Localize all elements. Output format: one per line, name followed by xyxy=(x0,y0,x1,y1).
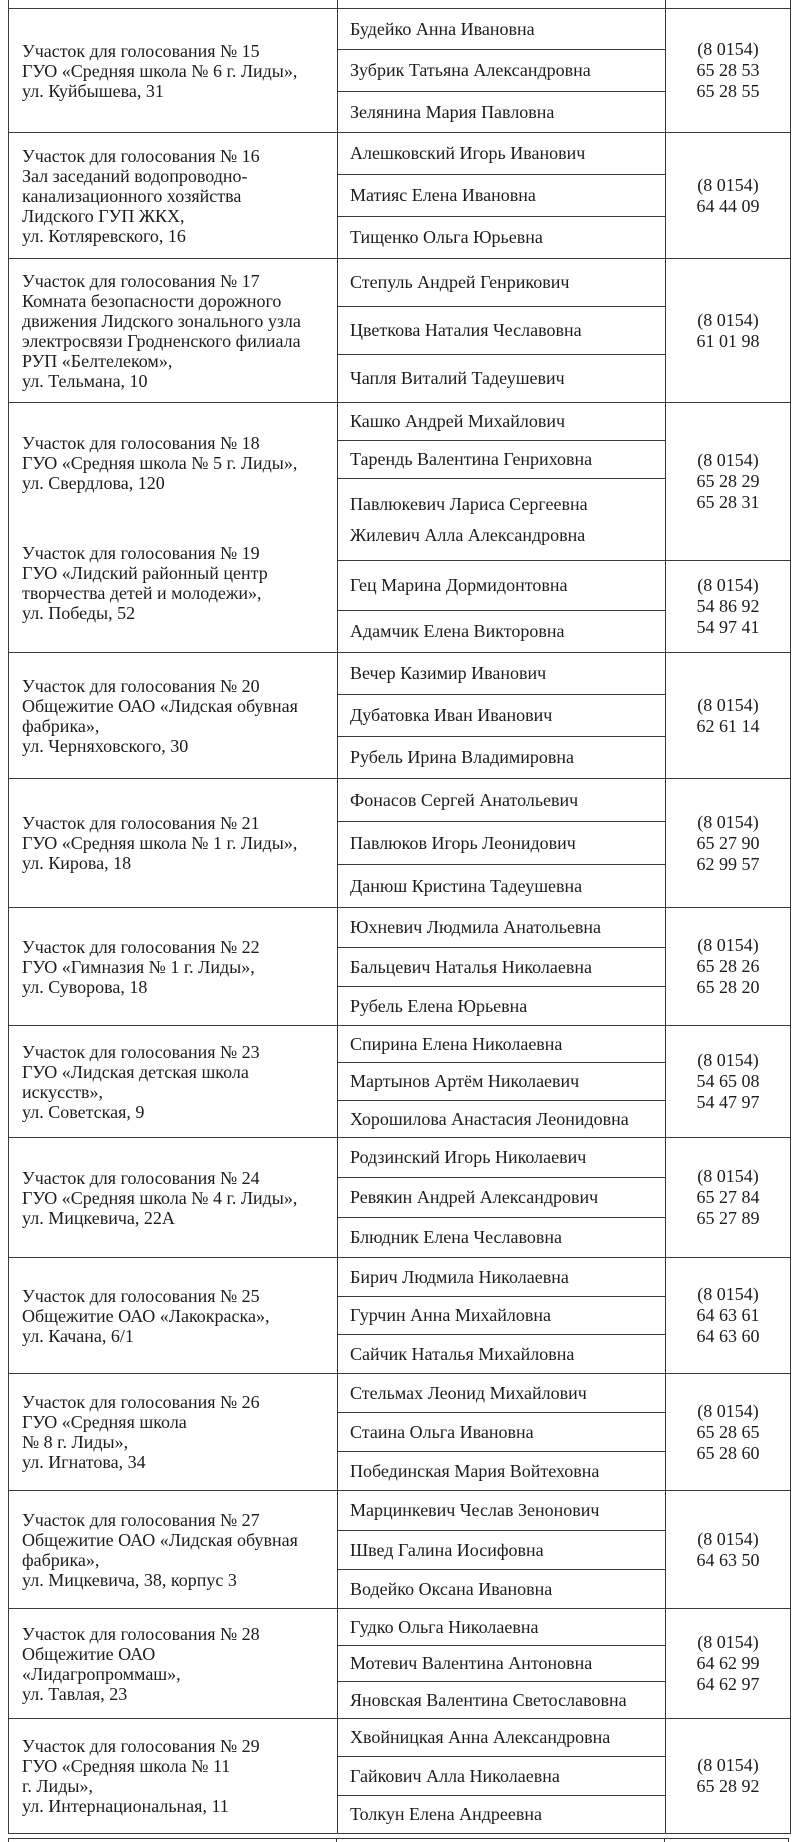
member-cell xyxy=(338,1452,666,1491)
station-block xyxy=(22,433,333,493)
phone-line: 65 28 20 xyxy=(696,977,760,997)
member-name: Родзинский Игорь Николаевич xyxy=(350,1147,587,1167)
station-line: РУП «Белтелеком», xyxy=(22,350,173,371)
phone-line: 64 63 60 xyxy=(696,1326,760,1346)
member-name: Мотевич Валентина Антоновна xyxy=(350,1653,593,1673)
member-name: Вечер Казимир Иванович xyxy=(350,663,547,683)
station-line: ГУО «Лидская детская школа xyxy=(22,1061,249,1082)
phone-cell xyxy=(666,133,791,259)
member-cell xyxy=(338,1796,666,1834)
station-cell xyxy=(9,908,338,1026)
polling-stations-table xyxy=(8,0,791,1834)
station-line: ГУО «Лидский районный центр xyxy=(22,562,268,583)
member-name: Зубрик Татьяна Александровна xyxy=(350,60,591,80)
member-cell xyxy=(338,1178,666,1218)
phone-cell xyxy=(666,1138,791,1258)
station-line: № 8 г. Лиды», xyxy=(22,1432,129,1452)
member-cell xyxy=(338,822,666,865)
member-name: Блюдник Елена Чеславовна xyxy=(350,1227,562,1247)
member-name: Цветкова Наталия Чеславовна xyxy=(350,320,582,340)
member-name: Гайкович Алла Николаевна xyxy=(350,1765,560,1786)
station-cell xyxy=(9,1374,338,1491)
station-line: ул. Игнатова, 34 xyxy=(22,1452,146,1472)
member-cell xyxy=(338,403,666,441)
member-name: Зелянина Мария Павловна xyxy=(350,101,555,122)
phone-line: 65 28 31 xyxy=(696,492,760,512)
phone-line: (8 0154) xyxy=(697,575,759,595)
member-cell xyxy=(338,1218,666,1258)
member-cell xyxy=(338,1138,666,1178)
station-line: ул. Куйбышева, 31 xyxy=(22,80,164,101)
table-row-cutoff-bottom xyxy=(8,1838,789,1842)
station-line: Общежитие ОАО «Лакокраска», xyxy=(22,1305,270,1326)
phone-cell xyxy=(666,653,791,779)
member-cell xyxy=(338,1757,666,1796)
station-cell xyxy=(9,1138,338,1258)
phone-line: 65 27 89 xyxy=(696,1208,760,1228)
member-cell xyxy=(338,1297,666,1335)
phone-cell xyxy=(666,403,791,561)
station-line: ул. Черняховского, 30 xyxy=(22,735,189,756)
phone-line: 54 47 97 xyxy=(696,1092,760,1112)
member-cell xyxy=(338,1063,666,1101)
member-cell xyxy=(338,1374,666,1413)
station-cell xyxy=(9,1609,338,1719)
member-name: Данюш Кристина Тадеушевна xyxy=(350,875,583,896)
member-cell xyxy=(338,987,666,1026)
member-cell xyxy=(338,948,666,987)
station-line: Участок для голосования № 17 xyxy=(22,270,260,291)
member-name: Рубель Елена Юрьевна xyxy=(350,995,528,1016)
station-line: ул. Тавлая, 23 xyxy=(22,1683,128,1704)
member-cell xyxy=(338,865,666,908)
member-names-wrap xyxy=(350,481,665,559)
member-name: Алешковский Игорь Иванович xyxy=(350,143,586,163)
member-cell xyxy=(338,1026,666,1063)
member-name: Чапля Виталий Тадеушевич xyxy=(350,368,565,388)
member-name: Хорошилова Анастасия Леонидовна xyxy=(350,1108,629,1129)
member-name: Рубель Ирина Владимировна xyxy=(350,747,575,767)
phone-line: (8 0154) xyxy=(697,1050,759,1070)
member-name: Дубатовка Иван Иванович xyxy=(350,705,553,725)
phone-line: 65 28 92 xyxy=(696,1776,760,1796)
member-cell xyxy=(338,355,666,403)
phone-line: 54 86 92 xyxy=(696,596,760,616)
member-name: Павлюкевич Лариса Сергеевна xyxy=(350,493,588,514)
phone-line: (8 0154) xyxy=(697,1166,759,1186)
member-name: Адамчик Елена Викторовна xyxy=(350,621,565,641)
phone-line: (8 0154) xyxy=(697,694,759,715)
member-cell xyxy=(338,133,666,175)
member-name: Бирич Людмила Николаевна xyxy=(350,1266,569,1287)
phone-line: 65 28 29 xyxy=(696,471,760,491)
phone-cell xyxy=(666,9,791,133)
member-name: Тищенко Ольга Юрьевна xyxy=(350,227,543,247)
member-cell xyxy=(338,175,666,217)
phone-line: (8 0154) xyxy=(697,174,759,195)
station-line: ГУО «Средняя школа № 4 г. Лиды», xyxy=(22,1187,298,1208)
member-cell xyxy=(338,611,666,653)
phone-line: 64 44 09 xyxy=(696,195,760,216)
station-cell xyxy=(9,403,338,653)
station-line: движения Лидского зонального узла xyxy=(22,310,301,331)
member-cell xyxy=(338,561,666,611)
table-row xyxy=(9,1138,791,1178)
phone-cell xyxy=(666,0,791,9)
member-cell xyxy=(338,1682,666,1719)
member-cell xyxy=(338,779,666,822)
station-line: ул. Победы, 52 xyxy=(22,602,136,623)
member-cell xyxy=(338,441,666,479)
station-line: Участок для голосования № 16 xyxy=(22,145,260,166)
member-name: Бальцевич Наталья Николаевна xyxy=(350,956,593,977)
station-blocks-wrap xyxy=(22,408,333,648)
phone-line: (8 0154) xyxy=(697,39,759,59)
station-line: Участок для голосования № 22 xyxy=(22,936,260,957)
member-name: Фонасов Сергей Анатольевич xyxy=(350,789,579,810)
member-cell xyxy=(338,92,666,133)
station-line: ул. Мицкевича, 38, корпус 3 xyxy=(22,1569,237,1590)
phone-cell xyxy=(666,1026,791,1138)
station-cell xyxy=(9,1491,338,1609)
station-line: электросвязи Гродненского филиала xyxy=(22,330,301,351)
phone-line: (8 0154) xyxy=(697,1284,759,1304)
station-line: ул. Свердлова, 120 xyxy=(22,472,165,493)
station-cell xyxy=(9,1026,338,1138)
member-cell xyxy=(338,1258,666,1297)
station-line: Участок для голосования № 20 xyxy=(22,675,260,696)
phone-line: 65 28 26 xyxy=(696,956,760,976)
station-line: фабрика», xyxy=(22,715,100,736)
station-line: ул. Мицкевича, 22А xyxy=(22,1207,175,1228)
station-line: г. Лиды», xyxy=(22,1776,93,1796)
station-line: Участок для голосования № 21 xyxy=(22,813,260,833)
table-row-cutoff-top xyxy=(9,0,791,9)
station-line: Общежитие ОАО «Лидская обувная xyxy=(22,695,298,716)
phone-line: 64 63 61 xyxy=(696,1305,760,1325)
station-line: искусств», xyxy=(22,1081,103,1102)
phone-line: 62 99 57 xyxy=(696,853,760,874)
phone-cell xyxy=(666,1719,791,1834)
phone-cell xyxy=(666,779,791,908)
phone-line: 54 97 41 xyxy=(696,617,760,637)
phone-line: (8 0154) xyxy=(697,811,759,832)
station-cell xyxy=(9,1258,338,1374)
station-line: Участок для голосования № 28 xyxy=(22,1623,260,1644)
station-line: ул. Тельмана, 10 xyxy=(22,370,148,391)
table-row xyxy=(9,779,791,822)
phone-cell xyxy=(666,1609,791,1719)
member-name: Гец Марина Дормидонтовна xyxy=(350,575,568,595)
station-line: ул. Советская, 9 xyxy=(22,1101,145,1122)
phone-line: 54 65 08 xyxy=(696,1071,760,1091)
member-name: Тарендь Валентина Генриховна xyxy=(350,449,593,469)
phone-line: 65 28 53 xyxy=(696,60,760,80)
station-line: Участок для голосования № 24 xyxy=(22,1167,260,1188)
phone-cell xyxy=(666,908,791,1026)
member-cell xyxy=(338,737,666,779)
phone-line: 65 27 90 xyxy=(696,832,760,853)
phone-line: 64 62 99 xyxy=(696,1653,760,1673)
station-line: Участок для голосования № 25 xyxy=(22,1285,260,1306)
member-cell xyxy=(338,1413,666,1452)
member-name: Мартынов Артём Николаевич xyxy=(350,1071,580,1091)
member-name: Степуль Андрей Генрикович xyxy=(350,272,570,292)
member-name: Швед Галина Иосифовна xyxy=(350,1539,544,1560)
member-name: Жилевич Алла Александровна xyxy=(350,524,586,545)
phone-cell xyxy=(666,259,791,403)
phone-line: (8 0154) xyxy=(697,450,759,470)
member-name: Толкун Елена Андреевна xyxy=(350,1804,542,1824)
phone-cell xyxy=(666,561,791,653)
member-cell xyxy=(338,1609,666,1646)
station-line: Участок для голосования № 26 xyxy=(22,1392,260,1412)
member-cell xyxy=(338,217,666,259)
station-line: Общежитие ОАО xyxy=(22,1643,156,1664)
member-name: Юхневич Людмила Анатольевна xyxy=(350,917,602,937)
station-line: творчества детей и молодежи», xyxy=(22,582,262,603)
member-cell xyxy=(338,908,666,948)
station-line: фабрика», xyxy=(22,1549,100,1570)
phone-line: (8 0154) xyxy=(697,1755,759,1775)
member-name: Стельмах Леонид Михайлович xyxy=(350,1382,587,1403)
station-line: ГУО «Средняя школа № 6 г. Лиды», xyxy=(22,60,298,81)
member-cell xyxy=(338,653,666,695)
phone-cell xyxy=(666,1258,791,1374)
member-cell xyxy=(338,1719,666,1757)
phone-line: 61 01 98 xyxy=(696,330,760,351)
phone-line: 65 28 60 xyxy=(696,1442,760,1463)
station-cell xyxy=(9,259,338,403)
table-row xyxy=(9,403,791,441)
station-line: ГУО «Средняя школа № 1 г. Лиды», xyxy=(22,833,298,853)
member-name: Яновская Валентина Светославовна xyxy=(350,1689,627,1710)
member-name: Сайчик Наталья Михайловна xyxy=(350,1343,575,1364)
phone-line: (8 0154) xyxy=(697,309,759,330)
phone-line: (8 0154) xyxy=(697,1400,759,1421)
member-name: Побединская Мария Войтеховна xyxy=(350,1460,600,1481)
phone-line: (8 0154) xyxy=(697,1528,759,1549)
member-name: Спирина Елена Николаевна xyxy=(350,1033,563,1054)
station-line: канализационного хозяйства xyxy=(22,185,242,206)
phone-line: 64 62 97 xyxy=(696,1674,760,1694)
phone-line: 65 28 65 xyxy=(696,1421,760,1442)
station-cell xyxy=(9,1719,338,1834)
station-cell xyxy=(9,779,338,908)
member-cell xyxy=(338,1646,666,1682)
table-row xyxy=(9,1719,791,1757)
station-line: ул. Интернациональная, 11 xyxy=(22,1796,229,1816)
station-line: ул. Котляревского, 16 xyxy=(22,225,186,246)
phone-line: 64 63 50 xyxy=(696,1549,760,1570)
member-name: Гудко Ольга Николаевна xyxy=(350,1616,539,1637)
phone-line: 65 27 84 xyxy=(696,1187,760,1207)
station-line: Участок для голосования № 23 xyxy=(22,1041,260,1062)
table-row xyxy=(9,9,791,50)
table-row xyxy=(9,908,791,948)
station-cell xyxy=(9,133,338,259)
table-row xyxy=(9,1491,791,1531)
station-line: Лидского ГУП ЖКХ, xyxy=(22,205,185,226)
table-row xyxy=(9,259,791,307)
phone-line: 62 61 14 xyxy=(696,715,760,736)
member-cell xyxy=(338,307,666,355)
member-cell xyxy=(338,695,666,737)
station-line: ул. Качана, 6/1 xyxy=(22,1325,134,1346)
member-name: Хвойницкая Анна Александровна xyxy=(350,1727,611,1747)
station-line: Комната безопасности дорожного xyxy=(22,290,282,311)
station-cell xyxy=(9,0,338,9)
station-line: ул. Суворова, 18 xyxy=(22,976,148,997)
station-line: ГУО «Гимназия № 1 г. Лиды», xyxy=(22,956,255,977)
station-block xyxy=(22,543,333,623)
station-line: Зал заседаний водопроводно- xyxy=(22,165,248,186)
phone-line: (8 0154) xyxy=(697,935,759,955)
station-line: Участок для голосования № 15 xyxy=(22,40,260,61)
phone-cell xyxy=(666,1374,791,1491)
member-name: Ревякин Андрей Александрович xyxy=(350,1187,599,1207)
station-line: Общежитие ОАО «Лидская обувная xyxy=(22,1529,298,1550)
member-cell xyxy=(338,9,666,50)
station-line: Участок для голосования № 19 xyxy=(22,542,260,563)
station-line: «Лидагропроммаш», xyxy=(22,1663,181,1684)
table-row xyxy=(9,133,791,175)
member-cell xyxy=(338,479,666,561)
station-line: Участок для голосования № 29 xyxy=(22,1736,260,1756)
member-cell xyxy=(338,0,666,9)
member-cell xyxy=(338,1531,666,1570)
member-name: Стаина Ольга Ивановна xyxy=(350,1421,534,1442)
station-cell xyxy=(9,9,338,133)
member-name: Будейко Анна Ивановна xyxy=(350,18,535,39)
member-name: Гурчин Анна Михайловна xyxy=(350,1305,551,1325)
station-line: Участок для голосования № 27 xyxy=(22,1509,260,1530)
member-cell xyxy=(338,50,666,92)
member-cell xyxy=(338,1491,666,1531)
member-name: Водейко Оксана Ивановна xyxy=(350,1578,553,1599)
phone-cell xyxy=(666,1491,791,1609)
member-cell xyxy=(338,259,666,307)
member-name: Кашко Андрей Михайлович xyxy=(350,411,566,431)
member-cell xyxy=(338,1570,666,1609)
phone-line: (8 0154) xyxy=(697,1632,759,1652)
station-cell xyxy=(9,653,338,779)
phone-line: 65 28 55 xyxy=(696,81,760,101)
member-name: Марцинкевич Чеслав Зенонович xyxy=(350,1500,600,1520)
station-line: Участок для голосования № 18 xyxy=(22,432,260,453)
table-row xyxy=(9,1258,791,1297)
station-line: ГУО «Средняя школа № 5 г. Лиды», xyxy=(22,452,298,473)
station-line: ГУО «Средняя школа xyxy=(22,1412,187,1432)
table-row xyxy=(9,1609,791,1646)
table-row xyxy=(9,653,791,695)
station-line: ГУО «Средняя школа № 11 xyxy=(22,1756,231,1776)
table-row xyxy=(9,1026,791,1063)
member-name: Матияс Елена Ивановна xyxy=(350,185,536,205)
member-cell xyxy=(338,1101,666,1138)
member-name: Павлюков Игорь Леонидович xyxy=(350,832,576,853)
table-row xyxy=(9,1374,791,1413)
station-line: ул. Кирова, 18 xyxy=(22,853,132,873)
member-cell xyxy=(338,1335,666,1374)
